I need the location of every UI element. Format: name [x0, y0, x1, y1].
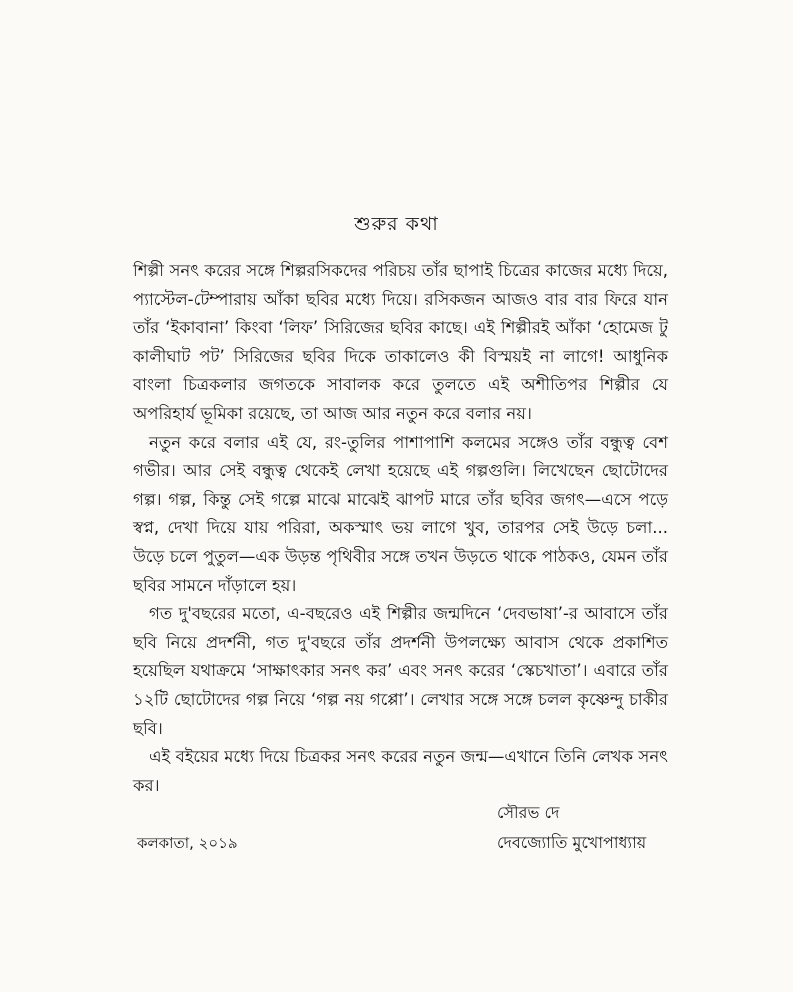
paragraph-1: শিল্পী সনৎ করের সঙ্গে শিল্পরসিকদের পরিচয় তাঁর ছাপাই চিত্রের কাজের মধ্যে দিয়ে, প্যাস্টেল-টেম্পারায় আঁকা ছবির মধ্যে দিয়ে। রসিকজন আজও বার বার ফিরে যান তাঁর ‘ইকাবানা’ কিংবা ‘লিফ’ সিরিজের ছবির কাছে। এই শিল্পীরই আঁকা ‘হোমেজ টু কালীঘাট পট’ সিরিজের ছবির দিকে তাকালেও কী বিস্ময়ই না লাগে! আধুনিক বাংলা চিত্রকলার জগতকে সাবালক করে তুলতে এই অশীতিপর শিল্পীর যে অপরিহার্য ভূমিকা রয়েছে, তা আজ আর নতুন করে বলার নয়।: [133, 261, 668, 423]
paragraph-3: গত দু'বছরের মতো, এ-বছরেও এই শিল্পীর জন্মদিনে ‘দেবভাষা’-র আবাসে তাঁর ছবি নিয়ে প্রদর্শনী, গত দু'বছরে তাঁর প্রদর্শনী উপলক্ষ্যে আবাস থেকে প্রকাশিত হয়েছিল যথাক্রমে ‘সাক্ষাৎকার সনৎ কর’ এবং সনৎ করের ‘স্কেচখাতা’। এবারে তাঁর ১২টি ছোটোদের গল্প নিয়ে ‘গল্প নয় গপ্পো’। লেখার সঙ্গে সঙ্গে চলল কৃষ্ণেন্দু চাকীর ছবি।: [133, 604, 668, 738]
signatory-1: সৌরভ দে: [497, 803, 560, 822]
page-title: শুরুর কথা: [354, 213, 439, 235]
place-date: কলকাতা, ২০১৯: [137, 834, 238, 852]
paragraph-4: এই বইয়ের মধ্যে দিয়ে চিত্রকর সনৎ করের নতুন জন্ম—এখানে তিনি লেখক সনৎ কর।: [133, 747, 668, 795]
signatory-2: দেবজ্যোতি মুখোপাধ্যায়: [497, 833, 647, 852]
body-text: [133, 257, 668, 800]
paragraph-2: নতুন করে বলার এই যে, রং-তুলির পাশাপাশি কলমের সঙ্গেও তাঁর বন্ধুত্ব বেশ গভীর। আর সেই বন্ধুত্ব থেকেই লেখা হয়েছে এই গল্পগুলি। লিখেছেন ছোটোদের গল্প। গল্প, কিন্তু সেই গল্পে মাঝে মাঝেই ঝাপট মারে তাঁর ছবির জগৎ—এসে পড়ে স্বপ্ন, দেখা দিয়ে যায় পরিরা, অকস্মাৎ ভয় লাগে খুব, তারপর সেই উড়ে চলা... উড়ে চলে পুতুল—এক উড়ন্ত পৃথিবীর সঙ্গে তখন উড়তে থাকে পাঠকও, যেমন তাঁর ছবির সামনে দাঁড়ালে হয়।: [133, 432, 668, 595]
